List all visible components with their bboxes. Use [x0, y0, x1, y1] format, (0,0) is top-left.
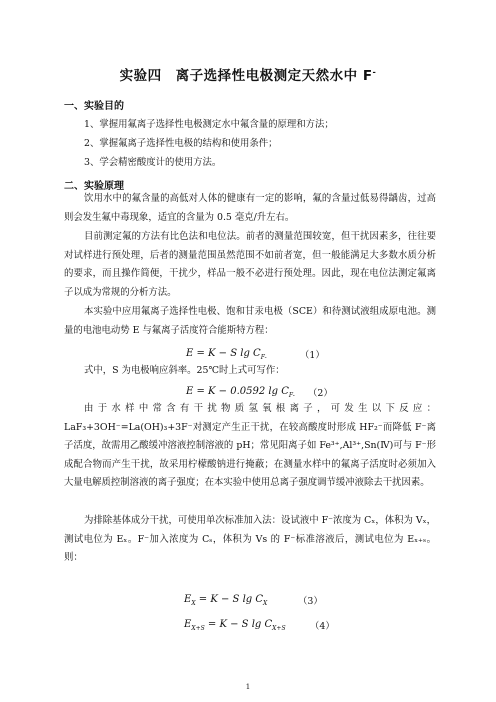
goal-item-3: 3、学会精密酸度计的使用方法。	[84, 157, 222, 168]
equation-3: $E_X = K - S$ $\lg C_X$	[184, 594, 268, 607]
equation-4-number: （4）	[310, 621, 335, 632]
equation-1-number: （1）	[300, 350, 325, 361]
equation-2-number: （2）	[308, 388, 333, 399]
paragraph-interference: 由于水样中常含有干扰物质氢氧根离子，可发生以下反应：LaF₃+3OH⁻=La(OH)₃+3F⁻对测定产生正干扰，在较高酸度时形成 HF₂⁻而降低 F⁻离子活度，故需用乙酸缓冲溶液控制溶液的 pH；常见阳离子如 Fe³⁺,Al³⁺,Sn(Ⅳ)可与 F⁻形成配合物而产生干扰，故采用柠檬酸钠进行掩蔽；在测量水样中的氟离子活度时必须加入大量电解质控制溶液的离子强度；在本实验中使用总离子强度调节缓冲液除去干扰因素。	[64, 403, 436, 489]
paragraph-slope: 式中，S 为电极响应斜率。25℃时上式可写作：	[84, 365, 285, 376]
equation-2: E = K − 0.0592 $\lg C_{F-}$	[186, 386, 295, 399]
goal-item-1: 1、掌握用氟离子选择性电极测定水中氟含量的原理和方法；	[84, 119, 334, 130]
goal-item-2: 2、掌握氟离子选择性电极的结构和使用条件；	[84, 138, 278, 149]
section-heading-principle: 二、实验原理	[64, 181, 124, 192]
paragraph-fluoride-health: 饮用水中的氟含量的高低对人体的健康有一定的影响，氟的含量过低易得龋齿，过高则会发生氟中毒现象，适宜的含量为 0.5 毫克/升左右。	[64, 193, 436, 223]
paragraph-cell: 本实验中应用氟离子选择性电极、饱和甘汞电极（SCE）和待测试液组成原电池。测量的电池电动势 E 与氟离子活度符合能斯特方程：	[64, 306, 436, 336]
page-number: 1	[245, 683, 251, 691]
page-title: 实验四 离子选择性电极测定天然水中 F-	[119, 67, 377, 84]
equation-3-number: （3）	[298, 596, 323, 607]
equation-4: $E_{X+S} = K - S$ $\lg C_{X+S}$	[184, 619, 286, 632]
paragraph-methods: 目前测定氟的方法有比色法和电位法。前者的测量范围较宽，但干扰因素多，往往要对试样进行预处理，后者的测量范围虽然范围不如前者宽，但一般能满足大多数水质分析的要求，而且操作简便，干扰少，样品一般不必进行预处理。因此，现在电位法测定氟离子以成为常规的分析方法。	[64, 231, 436, 298]
equation-1: E = K − S $\lg C_{F-}$	[186, 348, 267, 361]
section-heading-objectives: 一、实验目的	[64, 101, 124, 112]
paragraph-standard-addition: 为排除基体成分干扰，可使用单次标准加入法：设试液中 F⁻浓度为 Cₓ，体积为 Vₓ，测试电位为 Eₓ。F⁻加入浓度为 Cₛ，体积为 Vs 的 F⁻标准溶液后，测试电位为 Eₓ₊ₛ。则：	[64, 515, 436, 564]
